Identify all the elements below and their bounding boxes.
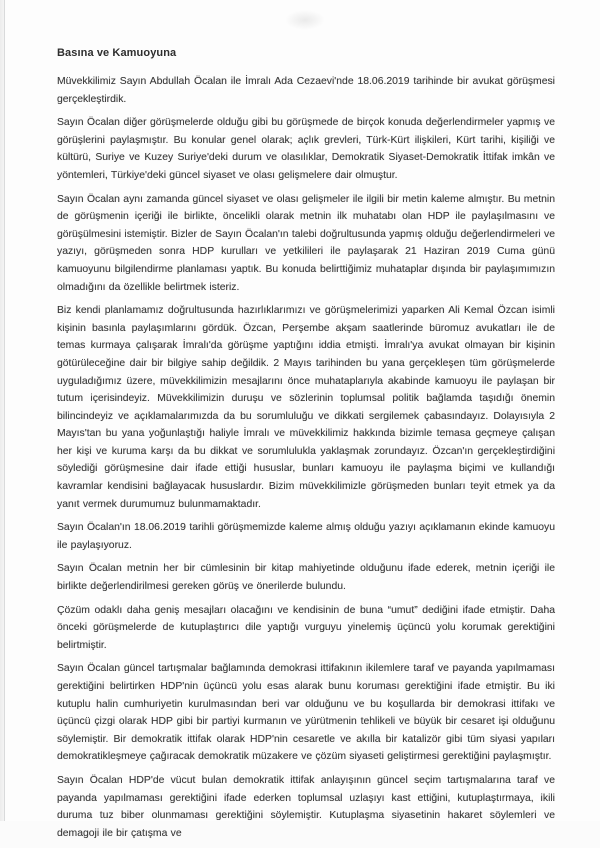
paragraph: Sayın Öcalan HDP'de vücut bulan demokratik ittifak anlayışının güncel seçim tartışmalarına taraf ve payanda yapılmaması gerektiğini ifade ederken toplumsal uzlaşıyı kast ettiğini, kutuplaştırmaya, ikili duruma tuz biber olunmaması gerektiğini söylemiştir. Kutuplaşma siyasetinin hakaret söylemleri ve demagoji ile bir çatışma ve [57,774,555,839]
paragraph: Biz kendi planlamamız doğrultusunda hazırlıklarımızı ve görüşmelerimizi yaparken Ali Kemal Özcan isimli kişinin basınla paylaşımlarını gördük. Özcan, Perşembe akşam saatlerinde büromuz avukatları ile de temas kurmaya çalışarak İmralı'da görüşme yaptığını iddia etmişti. İmralı'ya avukat olmayan bir kişinin götürüleceğine dair bir bilgiye sahip değildik. 2 Mayıs tarihinden bu yana gerçekleşen tüm görüşmelerde uyguladığımız üzere, müvekkilimizin mesajlarını önce muhataplarıyla akabinde kamuoyu ile paylaşan bir tutum içerisindeyiz. Müvekkilimizin duruşu ve sözlerinin toplumsal politik bağlamda taşıdığı önemin bilincindeyiz ve açıklamalarımızda da bu sorumluluğu ve dikkati sergilemek çabasındayız. Dolayısıyla 2 Mayıs'tan bu yana yoğunlaştığı haliyle İmralı ve müvekkilimiz hakkında bizimle temasa geçmeye çalışan her kişi ve kuruma karşı da bu dikkat ve sorumlulukla yaklaşmak zorundayız. Özcan'ın gerçekleştirdiğini söylediği görüşmesine dair ifade ettiği hususlar, bunları kamuoyu ile paylaşma biçimi ve kullandığı kavramlar kendisini bağlayacak hususlardır. Bizim müvekkilimizle görüşmeden bunları teyit etmek ya da yanıt vermek durumumuz bulunmamaktadır. [57,305,555,510]
document-content [57,45,555,848]
scan-edge-artifact [0,0,5,821]
paragraph: Sayın Öcalan diğer görüşmelerde olduğu gibi bu görüşmede de birçok konuda değerlendirmeler yapmış ve görüşlerini paylaşmıştır. Bu konular genel olarak; açlık grevleri, Türk-Kürt ilişkileri, Kürt tarihi, kişiliği ve kültürü, Suriye ve Kuzey Suriye'deki durum ve olasılıklar, Demokratik Siyaset-Demokratik İttifak imkân ve yöntemleri, Türkiye'deki güncel siyaset ve olası gelişmelere dair olmuştur. [57,117,555,181]
paragraph: Sayın Öcalan güncel tartışmalar bağlamında demokrasi ittifakının ikilemlere taraf ve payanda yapılmaması gerektiğini belirtirken HDP'nin üçüncü yolu esas alarak bunu koruması gerektiğini ifade etmiştir. Bu iki kutuplu halin cumhuriyetin kurulmasından beri var olduğunu ve bu koşullarda bir demokrasi ittifakı ve üçüncü çizgi olarak HDP gibi bir partiyi kurmanın ve yürütmenin tehlikeli ve büyük bir cesaret işi olduğunu söylemiştir. Bir demokratik ittifak olarak HDP'nin cesaretle ve akılla bir katalizör gibi tüm siyasi yapıları demokratikleşmeye çağıracak demokratik müzakere ve çözüm siyaseti geliştirmesi gerektiğini paylaşmıştır. [57,663,555,763]
paragraph: Çözüm odaklı daha geniş mesajları olacağını ve kendisinin de buna “umut” dediğini ifade etmiştir. Daha önceki görüşmelerde de kutuplaştırıcı dile yaptığı vurguyu yinelemiş üçüncü yolu korumak gerektiğini belirtmiştir. [57,604,555,651]
paragraph: Sayın Öcalan metnin her bir cümlesinin bir kitap mahiyetinde olduğunu ifade ederek, metnin içeriği ile birlikte değerlendirilmesi gereken görüş ve önerilerde bulundu. [57,563,555,593]
paragraph: Sayın Öcalan'ın 18.06.2019 tarihli görüşmemizde kaleme almış olduğu yazıyı açıklamanın ekinde kamuoyu ile paylaşıyoruz. [57,522,555,551]
document-title: Basına ve Kamuoyuna [57,47,177,59]
scan-smudge [285,10,325,30]
paragraph: Sayın Öcalan aynı zamanda güncel siyaset ve olası gelişmeler ile ilgili bir metin kaleme almıştır. Bu metnin de görüşmenin içeriği ile birlikte, öncelikli olarak metnin ilk muhatabı olan HDP ile paylaşılmasını ve görüşülmesini istemiştir. Bizler de Sayın Öcalan'ın talebi doğrultusunda yapmış olduğu değerlendirmeleri ve yazıyı, görüşmeden sonra HDP kurulları ve yetkilileri ile paylaşarak 21 Haziran 2019 Cuma günü kamuoyunu bilgilendirme planlaması yaptık. Bu konuda belirttiğimiz muhataplar dışında bir paylaşımımızın olmadığını da özellikle belirtmek isteriz. [57,193,555,293]
paragraph: Müvekkilimiz Sayın Abdullah Öcalan ile İmralı Ada Cezaevi'nde 18.06.2019 tarihinde bir avukat görüşmesi gerçekleştirdik. [57,76,555,105]
